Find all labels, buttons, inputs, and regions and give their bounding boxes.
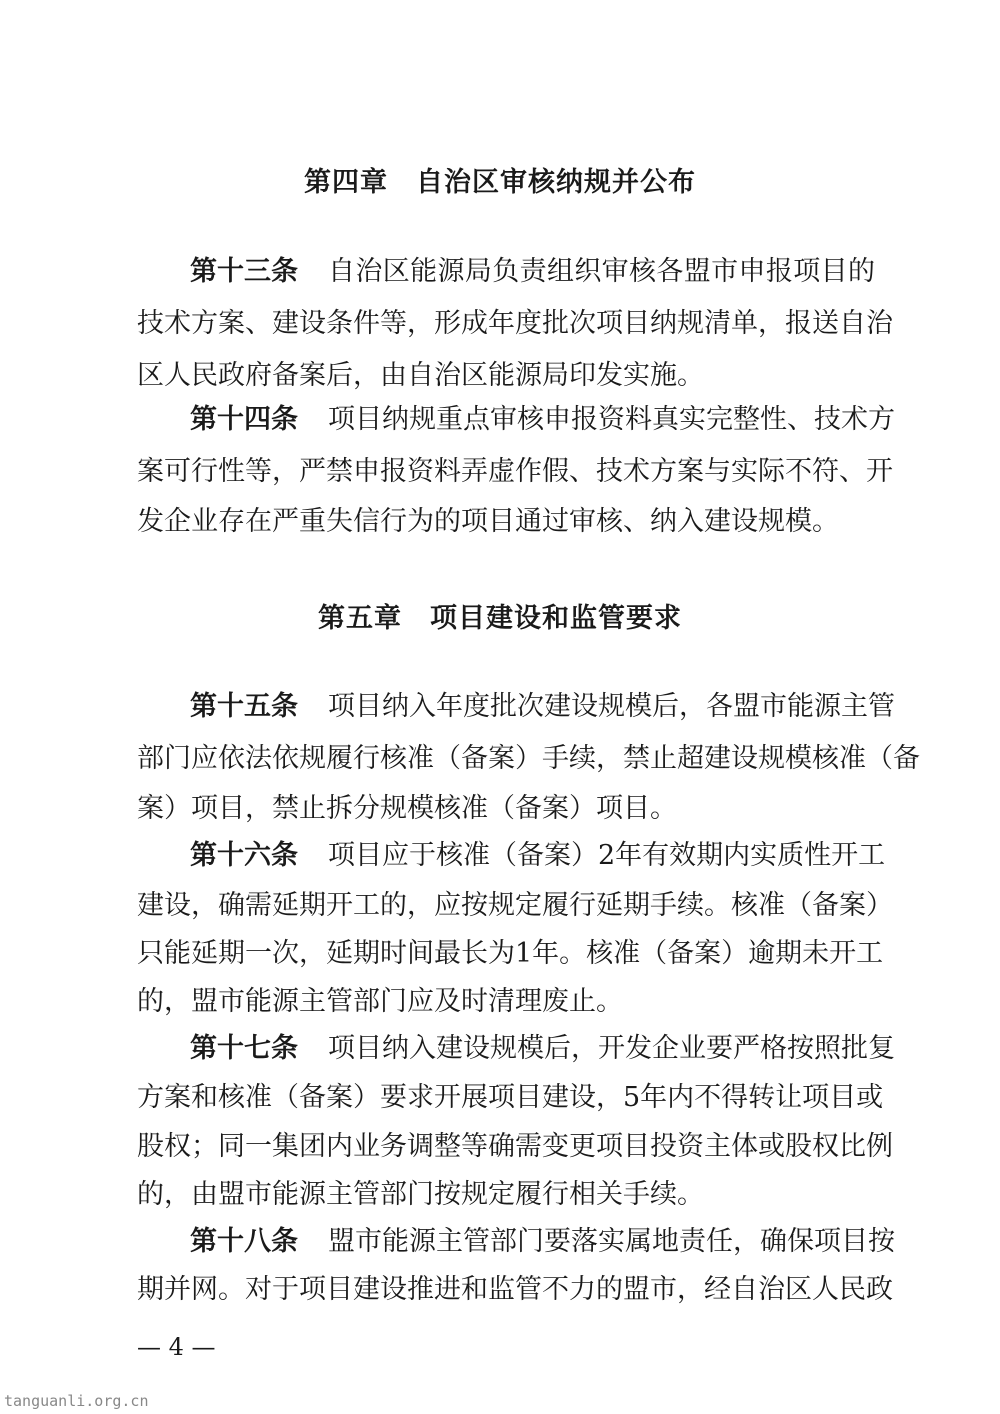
article-17-line-1: 项目纳入建设规模后，开发企业要严格按照批复 <box>328 1033 895 1064</box>
chapter-4-title: 第四章 自治区审核纳规并公布 <box>304 167 696 198</box>
article-16-line-1: 项目应于核准（备案）2年有效期内实质性开工 <box>328 840 886 871</box>
article-13-first-line <box>190 258 875 285</box>
article-17-line-4: 的，由盟市能源主管部门按规定履行相关手续。 <box>137 1179 704 1210</box>
article-18-first-line <box>190 1226 895 1257</box>
article-17-label: 第十七条 <box>190 1033 298 1064</box>
article-16-line-4: 的，盟市能源主管部门应及时清理废止。 <box>137 986 623 1017</box>
article-15-first-line <box>190 691 895 722</box>
article-14-label: 第十四条 <box>190 404 298 435</box>
article-18-line-1: 盟市能源主管部门要落实属地责任，确保项目按 <box>328 1226 895 1257</box>
article-13-line-2: 技术方案、建设条件等，形成年度批次项目纳规清单，报送自治 <box>137 308 893 339</box>
article-16-line-3: 只能延期一次，延期时间最长为1年。核准（备案）逾期未开工 <box>137 938 884 969</box>
page-number: — 4 — <box>137 1333 216 1361</box>
article-13-line-3: 区人民政府备案后，由自治区能源局印发实施。 <box>137 360 704 391</box>
article-17-first-line <box>190 1033 895 1064</box>
article-18-line-2: 期并网。对于项目建设推进和监管不力的盟市，经自治区人民政 <box>137 1274 893 1305</box>
article-14-first-line <box>190 404 895 435</box>
watermark: tanguanli.org.cn <box>4 1392 149 1410</box>
article-13-label: 第十三条 <box>190 256 298 287</box>
article-17-line-2: 方案和核准（备案）要求开展项目建设，5年内不得转让项目或 <box>137 1082 884 1113</box>
article-18-label: 第十八条 <box>190 1226 298 1257</box>
article-15-line-1: 项目纳入年度批次建设规模后，各盟市能源主管 <box>328 691 895 722</box>
article-15-line-2: 部门应依法依规履行核准（备案）手续，禁止超建设规模核准（备 <box>137 743 920 774</box>
article-14-line-1: 项目纳规重点审核申报资料真实完整性、技术方 <box>328 404 895 435</box>
article-17-line-3: 股权；同一集团内业务调整等确需变更项目投资主体或股权比例 <box>137 1131 893 1162</box>
article-16-line-2: 建设，确需延期开工的，应按规定履行延期手续。核准（备案） <box>137 890 893 921</box>
article-13-line-1: 自治区能源局负责组织审核各盟市申报项目的 <box>328 256 875 287</box>
chapter-5-title: 第五章 项目建设和监管要求 <box>318 603 682 634</box>
article-14-line-3: 发企业存在严重失信行为的项目通过审核、纳入建设规模。 <box>137 506 839 537</box>
article-16-first-line <box>190 840 886 871</box>
article-15-label: 第十五条 <box>190 691 298 722</box>
article-14-line-2: 案可行性等，严禁申报资料弄虚作假、技术方案与实际不符、开 <box>137 456 893 487</box>
article-15-line-3: 案）项目，禁止拆分规模核准（备案）项目。 <box>137 793 677 824</box>
article-16-label: 第十六条 <box>190 840 298 871</box>
